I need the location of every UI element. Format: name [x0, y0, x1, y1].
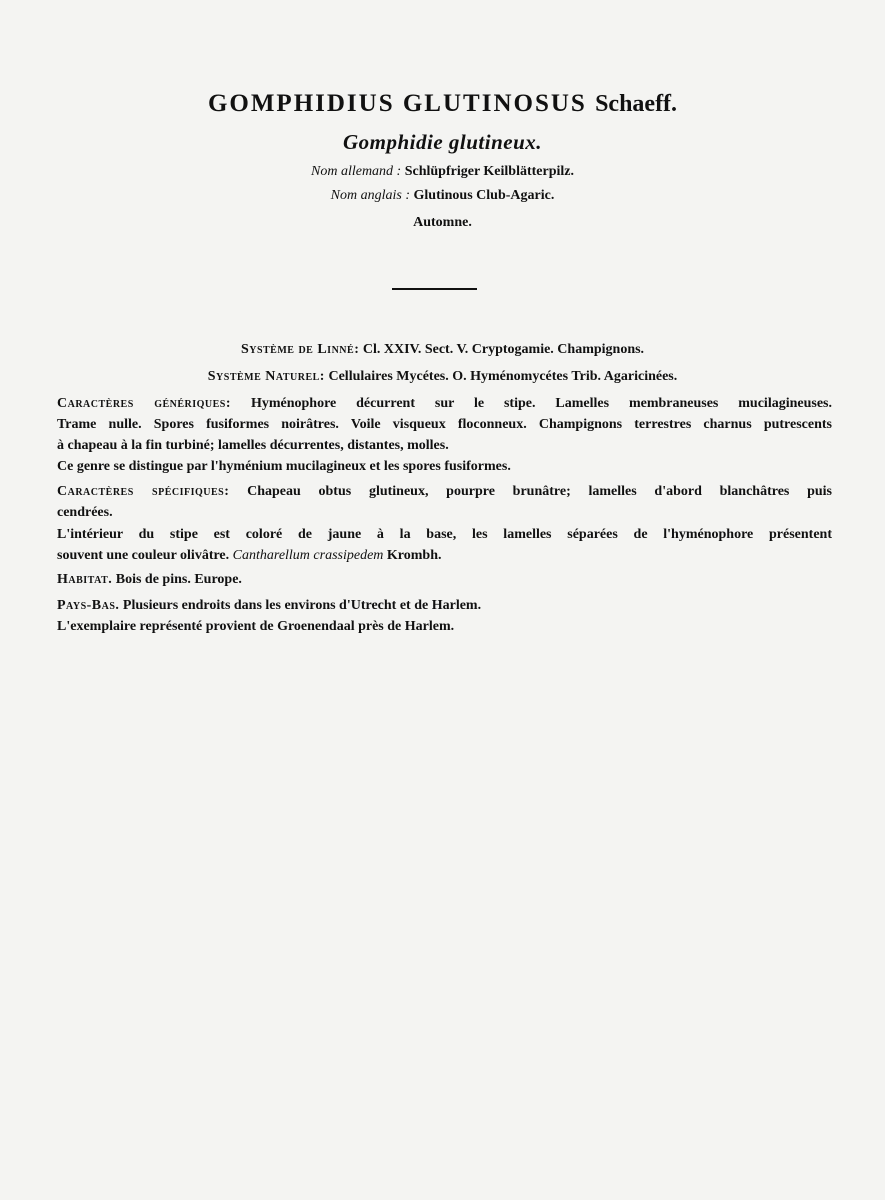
- english-name-line: [0, 188, 885, 204]
- generic-text-1: Hyménophore décurrent sur le stipe. Lamelles membraneuses mucilagineuses.: [250, 396, 832, 411]
- linne-label: Système de Linné:: [240, 342, 360, 357]
- interior-text-2: souvent une couleur olivâtre.: [57, 548, 230, 563]
- season: Automne.: [413, 215, 472, 230]
- habitat-line: [57, 569, 832, 590]
- author-name: Schaeff.: [595, 91, 678, 117]
- natural-label: Système Naturel:: [207, 369, 325, 384]
- interior-line-1: L'intérieur du stipe est coloré de jaune à la base, les lamelles séparées de l'hyménophore présentent: [57, 527, 832, 542]
- natural-system-line: [0, 369, 885, 385]
- specimen-text: L'exemplaire représenté provient de Groenendaal près de Harlem.: [57, 619, 455, 634]
- netherlands-label: Pays-Bas.: [57, 598, 120, 613]
- genre-note-paragraph: [57, 456, 832, 477]
- interior-line-2: [57, 545, 832, 566]
- specific-text-1: Chapeau obtus glutineux, pourpre brunâtre; lamelles d'abord blanchâtres puis: [247, 484, 832, 499]
- specimen-paragraph: [57, 616, 832, 637]
- habitat-value: Bois de pins. Europe.: [115, 572, 242, 587]
- scientific-name: GOMPHIDIUS GLUTINOSUS: [207, 90, 587, 117]
- generic-line-2: Trame nulle. Spores fusiformes noirâtres. Voile visqueux floconneux. Champignons terrestres charnus putrescents: [57, 417, 832, 432]
- generic-line-1: [57, 393, 832, 414]
- generic-label: Caractères génériques:: [57, 396, 232, 411]
- natural-value: Cellulaires Mycétes. O. Hyménomycétes Trib. Agaricinées.: [328, 369, 678, 384]
- divider-rule: [392, 288, 477, 290]
- linne-system-line: [0, 342, 885, 358]
- synonym-author: Krombh.: [386, 548, 442, 563]
- linne-value: Cl. XXIV. Sect. V. Cryptogamie. Champignons.: [362, 342, 645, 357]
- specific-line-2: cendrées.: [57, 505, 113, 520]
- french-name: Gomphidie glutineux.: [342, 130, 543, 154]
- specific-label: Caractères spécifiques:: [57, 484, 230, 499]
- genre-note-text: Ce genre se distingue par l'hyménium mucilagineux et les spores fusiformes.: [57, 459, 511, 474]
- english-label: Nom anglais :: [330, 188, 411, 203]
- generic-line-3: à chapeau à la fin turbiné; lamelles décurrentes, distantes, molles.: [57, 438, 449, 453]
- species-title: [0, 90, 885, 118]
- german-name: Schlüpfriger Keilblätterpilz.: [404, 164, 574, 179]
- specific-line-1: [57, 481, 832, 502]
- generic-characters-paragraph: [57, 393, 832, 456]
- netherlands-line: [57, 595, 832, 616]
- netherlands-paragraph: [57, 595, 832, 616]
- habitat-paragraph: [57, 569, 832, 590]
- english-name: Glutinous Club-Agaric.: [413, 188, 555, 203]
- habitat-label: Habitat.: [57, 572, 113, 587]
- german-name-line: [0, 164, 885, 180]
- german-label: Nom allemand :: [311, 164, 402, 179]
- interior-paragraph: [57, 524, 832, 566]
- specific-characters-paragraph: [57, 481, 832, 523]
- netherlands-value: Plusieurs endroits dans les environs d'Utrecht et de Harlem.: [122, 598, 482, 613]
- synonym-name: Cantharellum crassipedem: [232, 548, 384, 563]
